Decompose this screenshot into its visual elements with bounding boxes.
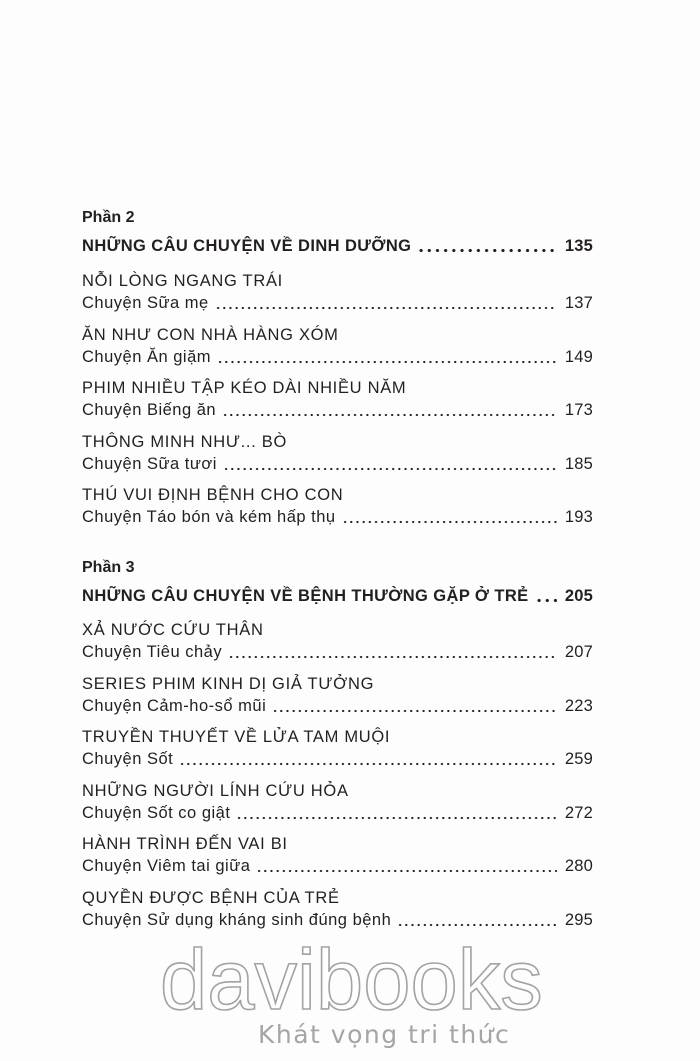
part-heading-text: NHỮNG CÂU CHUYỆN VỀ DINH DƯỠNG	[82, 237, 412, 255]
chapter-subtitle-row	[82, 641, 593, 663]
page-number: 149	[564, 347, 593, 366]
toc-entry	[82, 726, 593, 770]
page-number: 223	[564, 696, 593, 715]
chapter-title: PHIM NHIỀU TẬP KÉO DÀI NHIỀU NĂM	[82, 379, 407, 398]
dot-leader	[228, 641, 557, 663]
chapter-subtitle: Chuyện Sốt co giật	[82, 803, 231, 822]
toc-entry	[82, 431, 593, 475]
chapter-title: ĂN NHƯ CON NHÀ HÀNG XÓM	[82, 325, 339, 344]
chapter-subtitle: Chuyện Biếng ăn	[82, 401, 217, 420]
chapter-title: NHỮNG NGƯỜI LÍNH CỨU HỎA	[82, 781, 349, 800]
chapter-title: THÚ VUI ĐỊNH BỆNH CHO CON	[82, 486, 344, 505]
chapter-subtitle-row	[82, 399, 593, 421]
part-label: Phần 2	[82, 209, 135, 226]
page-number: 193	[564, 508, 593, 527]
chapter-title: SERIES PHIM KINH DỊ GIẢ TƯỞNG	[82, 674, 375, 693]
chapter-subtitle-row	[82, 855, 593, 877]
dot-leader	[342, 506, 557, 528]
chapter-title: NỖI LÒNG NGANG TRÁI	[82, 272, 283, 290]
chapter-subtitle-row	[82, 453, 593, 475]
dot-leader	[256, 855, 556, 877]
page-number: 185	[564, 454, 593, 473]
toc-entry	[82, 619, 593, 663]
toc-part-3	[82, 557, 593, 931]
dot-leader	[179, 748, 557, 770]
dot-leader	[222, 399, 557, 421]
dot-leader	[417, 235, 556, 257]
chapter-subtitle-row	[82, 802, 593, 824]
dot-leader	[223, 453, 557, 475]
part-label: Phần 3	[82, 559, 135, 576]
part-heading	[82, 585, 593, 607]
toc-entry	[82, 833, 593, 877]
chapter-title: TRUYỀN THUYẾT VỀ LỬA TAM MUỘI	[82, 728, 391, 747]
chapter-subtitle-row	[82, 292, 593, 314]
chapter-title: HÀNH TRÌNH ĐẾN VAI BI	[82, 835, 288, 854]
chapter-subtitle: Chuyện Sử dụng kháng sinh đúng bệnh	[82, 910, 392, 929]
chapter-subtitle: Chuyện Ăn giặm	[82, 347, 211, 366]
chapter-subtitle-row	[82, 346, 593, 368]
dot-leader	[215, 292, 557, 314]
chapter-subtitle: Chuyện Cảm-ho-sổ mũi	[82, 696, 267, 715]
dot-leader	[535, 585, 557, 607]
toc-entry	[82, 780, 593, 824]
chapter-title: QUYỀN ĐƯỢC BỆNH CỦA TRẺ	[82, 888, 340, 907]
watermark-tagline: Khát vọng tri thức	[258, 1020, 511, 1049]
chapter-subtitle: Chuyện Sốt	[82, 750, 174, 769]
toc-entry	[82, 484, 593, 528]
toc-part-2	[82, 207, 593, 528]
watermark-brand-logo: davibooks	[160, 933, 543, 1028]
part-heading-text: NHỮNG CÂU CHUYỆN VỀ BỆNH THƯỜNG GẶP Ở TRẺ	[82, 587, 529, 605]
toc-entry	[82, 673, 593, 717]
toc-entry	[82, 324, 593, 368]
dot-leader	[272, 695, 557, 717]
chapter-subtitle-row	[82, 909, 593, 931]
dot-leader	[397, 909, 557, 931]
page-number: 173	[564, 401, 593, 420]
part-heading	[82, 235, 593, 257]
toc-entry	[82, 270, 593, 314]
page-number: 207	[564, 643, 593, 661]
page-number: 137	[564, 294, 593, 312]
chapter-subtitle-row	[82, 506, 593, 528]
page-number: 280	[564, 857, 593, 876]
toc-entry	[82, 377, 593, 421]
dot-leader	[217, 346, 557, 368]
page-number: 295	[564, 910, 593, 929]
chapter-title: THÔNG MINH NHƯ... BÒ	[82, 432, 288, 451]
chapter-subtitle: Chuyện Viêm tai giữa	[82, 857, 251, 876]
chapter-subtitle: Chuyện Sữa mẹ	[82, 294, 209, 312]
chapter-subtitle: Chuyện Tiêu chảy	[82, 643, 223, 661]
chapter-subtitle-row	[82, 695, 593, 717]
page-number: 272	[564, 803, 593, 822]
page-number: 135	[564, 237, 593, 255]
toc-entry	[82, 887, 593, 931]
page-number: 259	[564, 750, 593, 769]
page-number: 205	[564, 587, 593, 605]
chapter-subtitle-row	[82, 748, 593, 770]
dot-leader	[236, 802, 556, 824]
chapter-subtitle: Chuyện Táo bón và kém hấp thụ	[82, 508, 336, 527]
chapter-title: XẢ NƯỚC CỨU THÂN	[82, 621, 264, 639]
chapter-subtitle: Chuyện Sữa tươi	[82, 454, 217, 473]
